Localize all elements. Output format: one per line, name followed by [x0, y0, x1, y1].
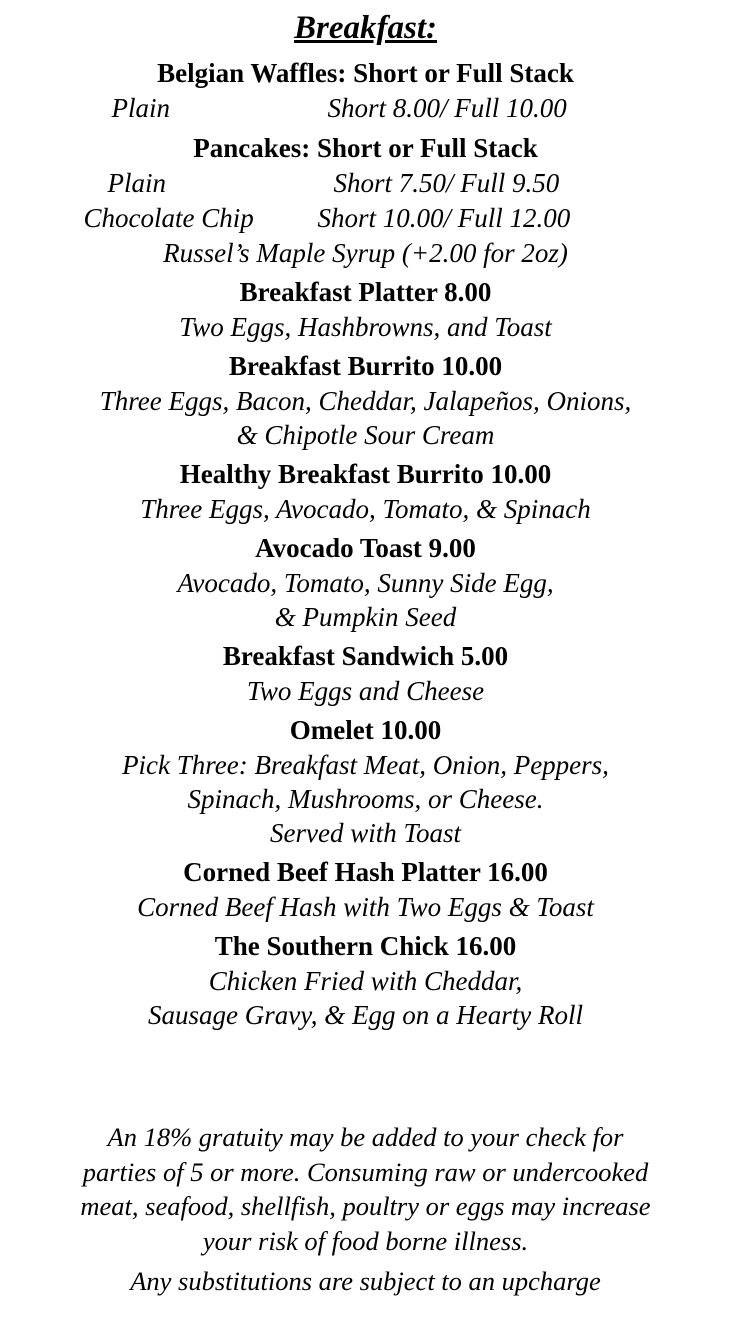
option-label: Plain — [111, 93, 170, 123]
menu-list — [0, 56, 731, 1037]
item-name: Breakfast Sandwich 5.00 — [222, 641, 509, 671]
option-label: Plain — [107, 168, 166, 198]
footer-notice — [0, 1120, 731, 1299]
item-desc: Three Eggs, Avocado, Tomato, & Spinach — [140, 494, 591, 524]
item-name: Corned Beef Hash Platter 16.00 — [183, 857, 548, 887]
menu-item-corned-beef-hash — [0, 855, 731, 924]
item-desc: Two Eggs, Hashbrowns, and Toast — [179, 312, 552, 342]
item-name: Healthy Breakfast Burrito 10.00 — [179, 459, 552, 489]
menu-item-omelet — [0, 713, 731, 850]
option-label: Chocolate Chip — [83, 203, 254, 233]
item-name: Avocado Toast 9.00 — [255, 533, 476, 563]
option-price: Short 10.00/ Full 12.00 — [317, 203, 571, 233]
item-desc: Served with Toast — [269, 818, 462, 848]
item-desc: Pick Three: Breakfast Meat, Onion, Peppers, — [122, 750, 609, 780]
menu-title: Breakfast: — [294, 10, 437, 46]
gratuity-line: An 18% gratuity may be added to your check for — [107, 1122, 624, 1152]
item-desc: & Chipotle Sour Cream — [236, 420, 495, 450]
menu-item-avocado-toast — [0, 531, 731, 634]
item-desc: Avocado, Tomato, Sunny Side Egg, — [177, 568, 554, 598]
item-desc: Spinach, Mushrooms, or Cheese. — [187, 784, 544, 814]
item-name: Belgian Waffles: Short or Full Stack — [157, 58, 574, 88]
item-desc: Corned Beef Hash with Two Eggs & Toast — [137, 892, 594, 922]
item-name: The Southern Chick 16.00 — [214, 931, 517, 961]
menu-item-pancakes — [0, 131, 731, 270]
menu-item-southern-chick — [0, 929, 731, 1032]
menu-item-waffles — [0, 56, 731, 126]
item-name: Pancakes: Short or Full Stack — [193, 133, 538, 163]
option-row — [0, 201, 731, 236]
item-desc: Sausage Gravy, & Egg on a Hearty Roll — [148, 1000, 583, 1030]
option-price: Short 7.50/ Full 9.50 — [333, 168, 560, 198]
item-desc: Three Eggs, Bacon, Cheddar, Jalapeños, Onions, — [99, 386, 632, 416]
item-note: Russel’s Maple Syrup (+2.00 for 2oz) — [163, 238, 568, 268]
item-desc: Chicken Fried with Cheddar, — [208, 966, 523, 996]
menu-item-healthy-burrito — [0, 457, 731, 526]
gratuity-line: parties of 5 or more. Consuming raw or undercooked — [82, 1156, 649, 1187]
item-name: Omelet 10.00 — [289, 715, 442, 745]
option-row — [0, 166, 731, 201]
gratuity-line: your risk of food borne illness. — [202, 1225, 529, 1256]
option-price: Short 8.00/ Full 10.00 — [327, 93, 567, 123]
item-desc: Two Eggs and Cheese — [246, 676, 485, 706]
item-name: Breakfast Burrito 10.00 — [228, 351, 503, 381]
item-name: Breakfast Platter 8.00 — [239, 277, 492, 307]
option-row — [0, 91, 731, 126]
menu-item-breakfast-burrito — [0, 349, 731, 452]
item-desc: & Pumpkin Seed — [274, 602, 457, 632]
substitution-notice: Any substitutions are subject to an upcharge — [130, 1266, 601, 1296]
gratuity-line: meat, seafood, shellfish, poultry or eggs may increase — [80, 1191, 651, 1221]
menu-item-breakfast-sandwich — [0, 639, 731, 708]
menu-item-breakfast-platter — [0, 275, 731, 344]
